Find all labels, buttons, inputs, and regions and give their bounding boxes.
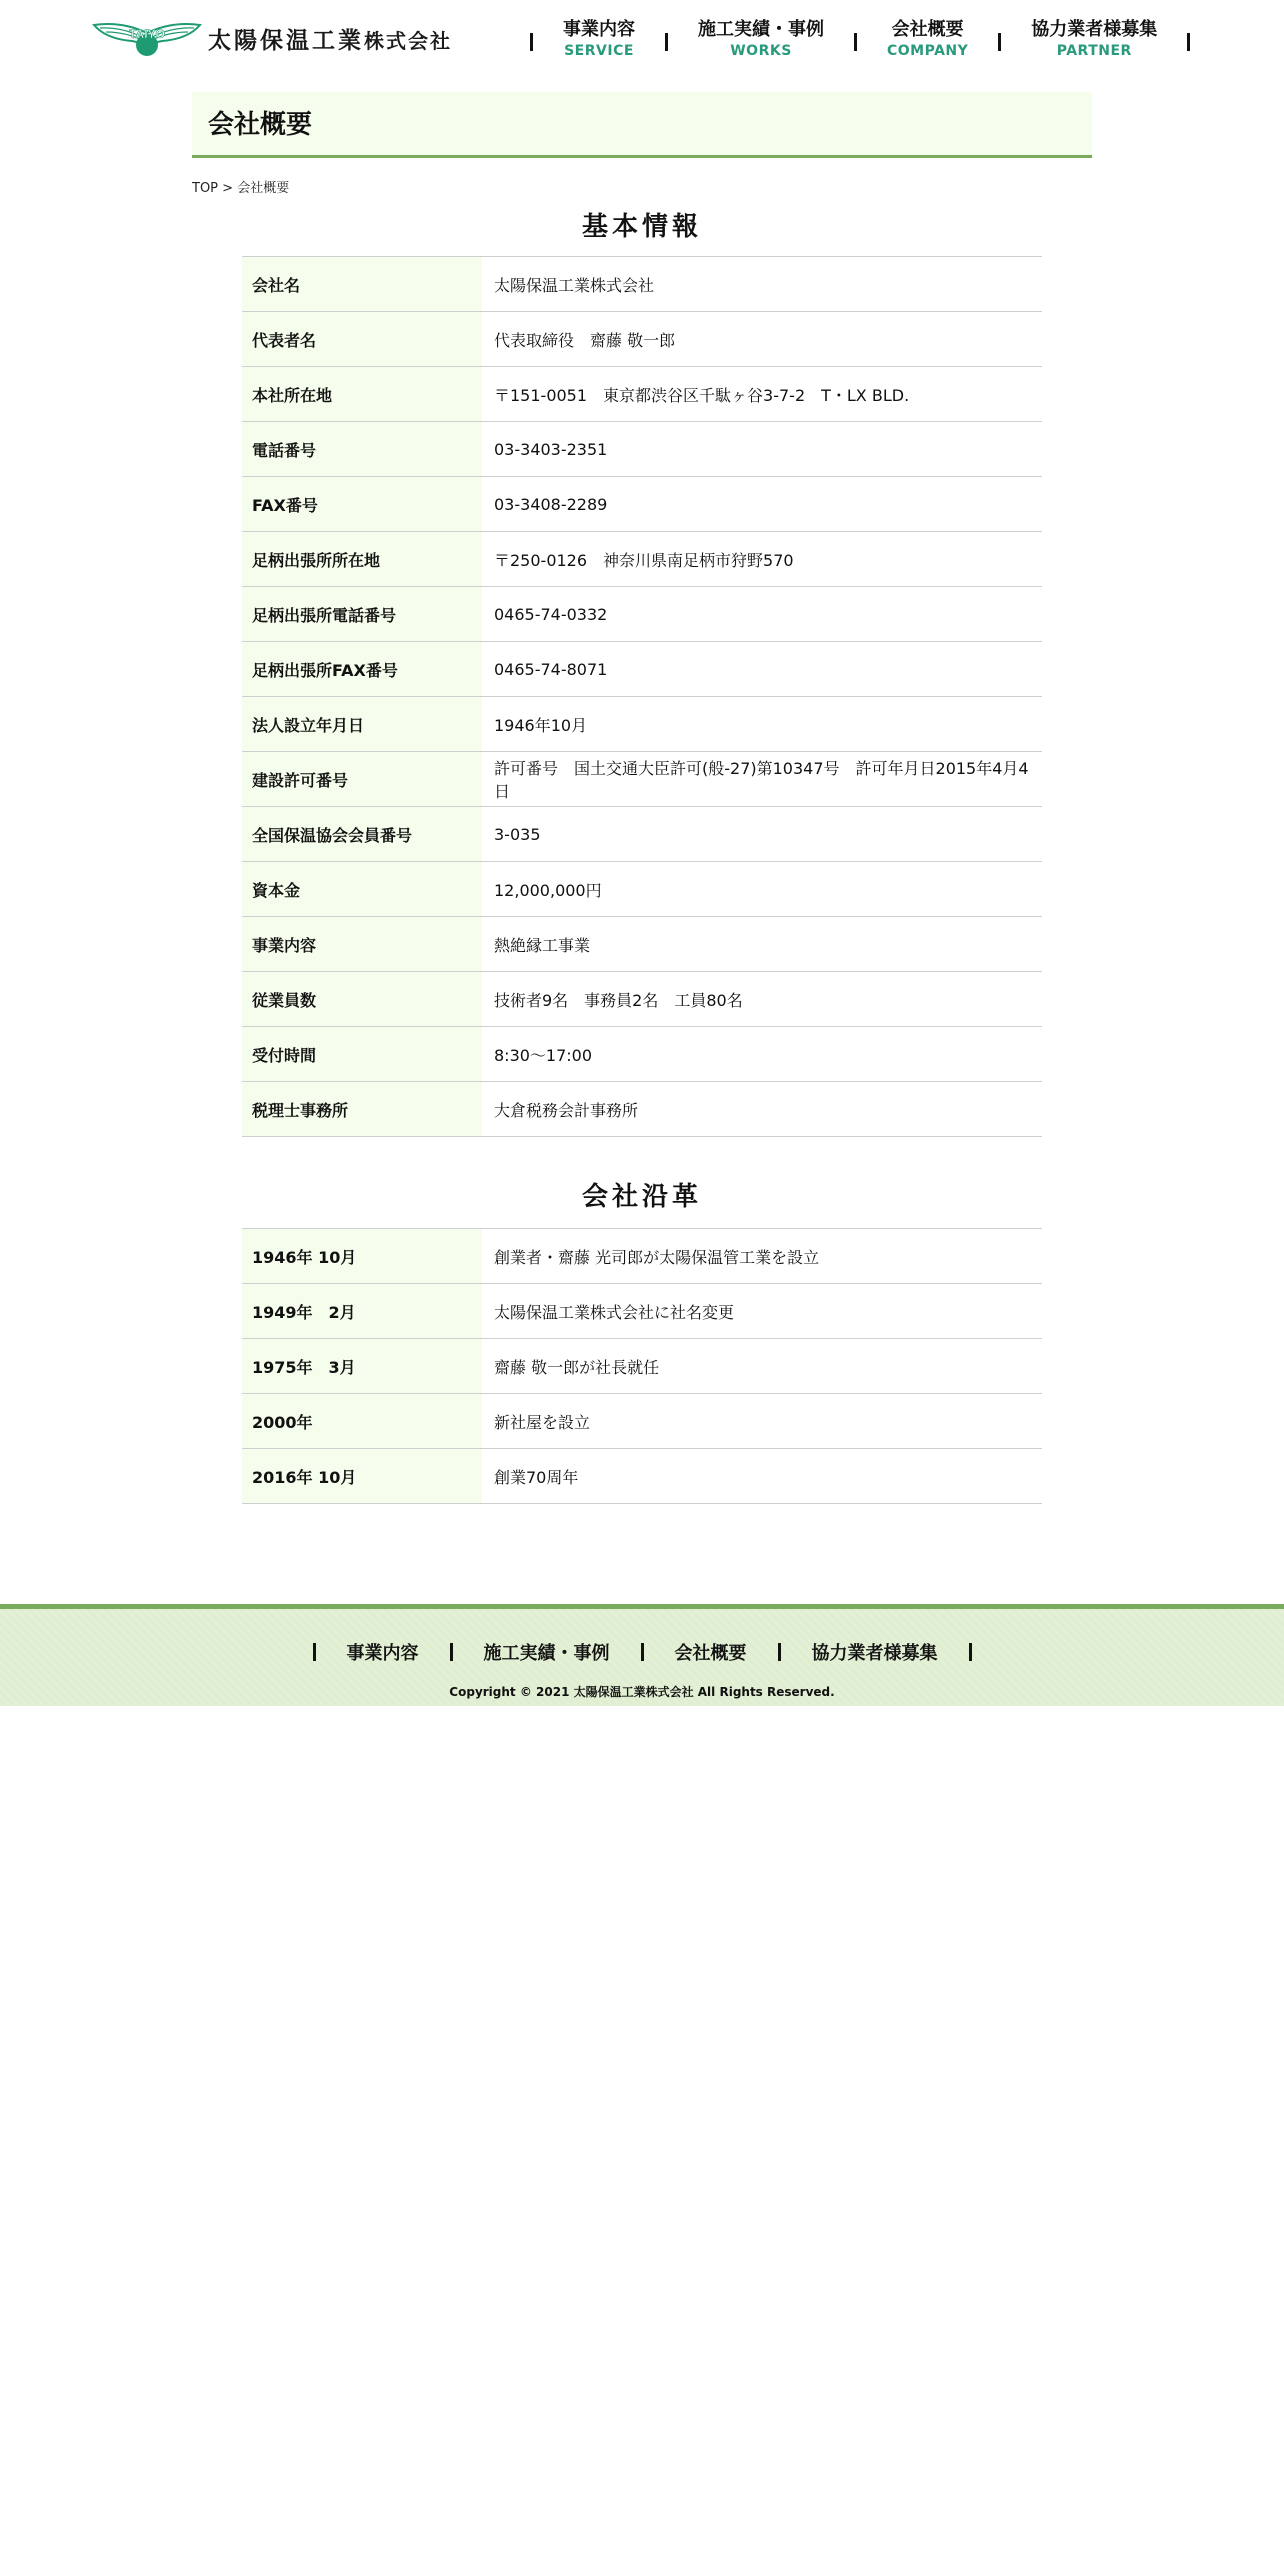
row-label: 資本金 — [242, 862, 482, 917]
basic-info-row — [242, 532, 1042, 587]
footer-nav-company[interactable]: 会社概要 — [674, 1643, 747, 1664]
basic-info-row — [242, 1027, 1042, 1082]
history-row — [242, 1229, 1042, 1284]
site-footer — [0, 1604, 1284, 1706]
row-label: 法人設立年月日 — [242, 697, 482, 752]
logo-text — [208, 22, 452, 55]
site-header — [0, 0, 1284, 80]
basic-info-heading: 基本情報 — [581, 212, 702, 242]
row-label: 従業員数 — [242, 972, 482, 1027]
basic-info-row — [242, 587, 1042, 642]
row-label: 電話番号 — [242, 422, 482, 477]
basic-info-row — [242, 972, 1042, 1027]
basic-info-row — [242, 477, 1042, 532]
history-row — [242, 1284, 1042, 1339]
row-label: 建設許可番号 — [242, 752, 482, 807]
footer-nav-service[interactable]: 事業内容 — [346, 1643, 419, 1664]
breadcrumb-current: 会社概要 — [237, 181, 290, 196]
basic-info-row — [242, 917, 1042, 972]
nav-separator — [1187, 33, 1190, 51]
page-title-banner — [192, 92, 1092, 158]
nav-item-works[interactable] — [668, 19, 854, 61]
basic-info-row — [242, 752, 1042, 807]
nav-item-sublabel: WORKS — [730, 43, 792, 59]
basic-info-row — [242, 807, 1042, 862]
row-value: 03-3408-2289 — [482, 477, 1042, 532]
logo-company-name: 太陽保温工業 — [208, 27, 364, 54]
nav-item-company[interactable] — [857, 19, 998, 61]
row-value: 0465-74-0332 — [482, 587, 1042, 642]
basic-info-row — [242, 1082, 1042, 1137]
row-label: 代表者名 — [242, 312, 482, 367]
basic-info-row — [242, 697, 1042, 752]
breadcrumb-home-link[interactable]: TOP — [192, 181, 219, 196]
row-value: 3-035 — [482, 807, 1042, 862]
row-value: 〒151-0051 東京都渋谷区千駄ヶ谷3-7-2 T・LX BLD. — [482, 367, 1042, 422]
basic-info-table — [242, 256, 1042, 1137]
svg-text:TAIYO: TAIYO — [129, 27, 165, 41]
footer-nav-separator — [969, 1643, 972, 1661]
row-value: 齋藤 敬一郎が社長就任 — [482, 1339, 1042, 1394]
row-label: 全国保温協会会員番号 — [242, 807, 482, 862]
basic-info-row — [242, 312, 1042, 367]
footer-nav — [0, 1639, 1284, 1665]
row-label: 1946年 10月 — [242, 1229, 482, 1284]
history-row — [242, 1449, 1042, 1504]
row-label: 足柄出張所所在地 — [242, 532, 482, 587]
row-label: 税理士事務所 — [242, 1082, 482, 1137]
nav-item-service[interactable] — [533, 19, 665, 61]
row-label: 2000年 — [242, 1394, 482, 1449]
footer-nav-works[interactable]: 施工実績・事例 — [483, 1643, 610, 1664]
row-value: 太陽保温工業株式会社に社名変更 — [482, 1284, 1042, 1339]
basic-info-row — [242, 862, 1042, 917]
row-value: 12,000,000円 — [482, 862, 1042, 917]
page-title: 会社概要 — [208, 110, 313, 140]
breadcrumb — [192, 177, 289, 196]
history-heading: 会社沿革 — [581, 1182, 702, 1212]
row-label: 足柄出張所電話番号 — [242, 587, 482, 642]
row-value: 技術者9名 事務員2名 工員80名 — [482, 972, 1042, 1027]
basic-info-row — [242, 367, 1042, 422]
row-value: 熱絶縁工事業 — [482, 917, 1042, 972]
logo-company-suffix: 株式会社 — [364, 28, 452, 53]
row-value: 0465-74-8071 — [482, 642, 1042, 697]
footer-nav-partner[interactable]: 協力業者様募集 — [811, 1643, 938, 1664]
row-label: 足柄出張所FAX番号 — [242, 642, 482, 697]
row-value: 創業者・齋藤 光司郎が太陽保温管工業を設立 — [482, 1229, 1042, 1284]
history-row — [242, 1394, 1042, 1449]
row-value: 新社屋を設立 — [482, 1394, 1042, 1449]
row-value: 1946年10月 — [482, 697, 1042, 752]
row-label: 会社名 — [242, 257, 482, 312]
logo-wing-icon — [92, 19, 202, 57]
row-value: 8:30～17:00 — [482, 1027, 1042, 1082]
row-value: 創業70周年 — [482, 1449, 1042, 1504]
basic-info-row — [242, 642, 1042, 697]
nav-item-label: 協力業者様募集 — [1031, 19, 1158, 40]
row-label: FAX番号 — [242, 477, 482, 532]
nav-item-sublabel: SERVICE — [564, 43, 634, 59]
row-label: 受付時間 — [242, 1027, 482, 1082]
nav-item-label: 事業内容 — [563, 19, 635, 40]
basic-info-row — [242, 257, 1042, 312]
breadcrumb-separator: > — [222, 181, 234, 196]
history-table — [242, 1228, 1042, 1504]
row-value: 許可番号 国土交通大臣許可(般-27)第10347号 許可年月日2015年4月4日 — [482, 752, 1042, 807]
row-label: 事業内容 — [242, 917, 482, 972]
row-label: 1975年 3月 — [242, 1339, 482, 1394]
nav-item-sublabel: PARTNER — [1056, 43, 1132, 59]
row-label: 1949年 2月 — [242, 1284, 482, 1339]
main-nav — [530, 18, 1190, 62]
copyright: Copyright © 2021 太陽保温工業株式会社 All Rights Reserved. — [449, 1685, 835, 1699]
nav-item-label: 会社概要 — [891, 19, 964, 40]
row-value: 03-3403-2351 — [482, 422, 1042, 477]
row-label: 本社所在地 — [242, 367, 482, 422]
row-value: 代表取締役 齋藤 敬一郎 — [482, 312, 1042, 367]
basic-info-row — [242, 422, 1042, 477]
row-value: 大倉税務会計事務所 — [482, 1082, 1042, 1137]
nav-item-partner[interactable] — [1001, 19, 1187, 61]
history-row — [242, 1339, 1042, 1394]
site-logo[interactable] — [92, 18, 452, 58]
row-value: 太陽保温工業株式会社 — [482, 257, 1042, 312]
nav-item-label: 施工実績・事例 — [698, 19, 824, 40]
row-label: 2016年 10月 — [242, 1449, 482, 1504]
nav-item-sublabel: COMPANY — [887, 43, 969, 59]
row-value: 〒250-0126 神奈川県南足柄市狩野570 — [482, 532, 1042, 587]
